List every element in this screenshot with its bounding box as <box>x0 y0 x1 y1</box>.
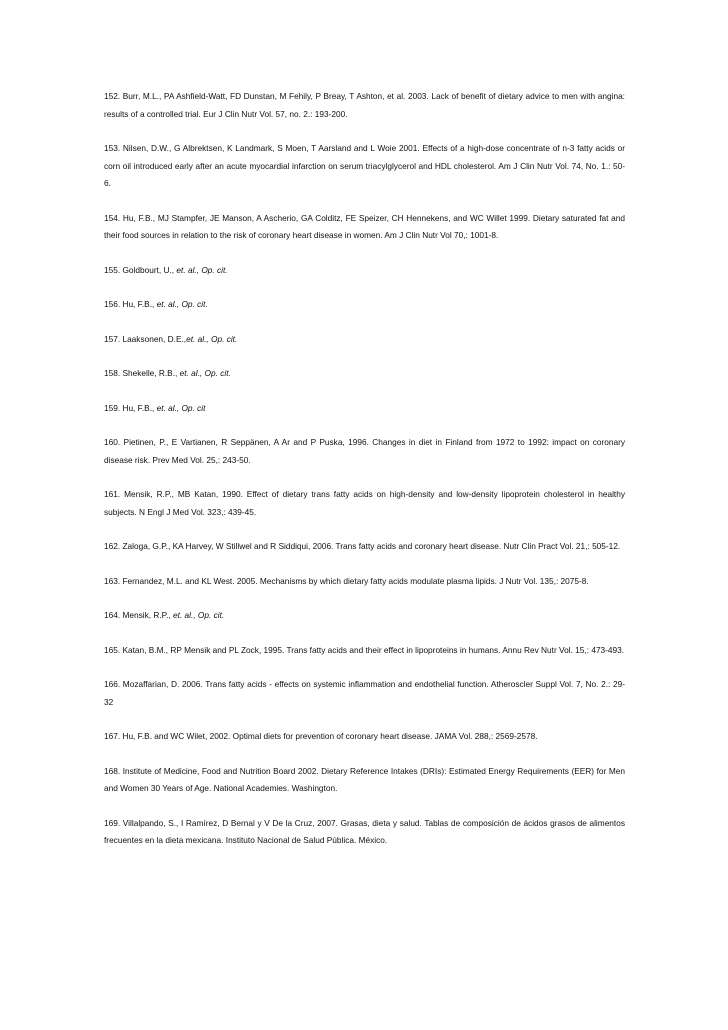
reference-item-168: 168. Institute of Medicine, Food and Nutrition Board 2002. Dietary Reference Intakes (DRIs): Estimated Energy Requirements (EER) for Men and Women 30 Years of Age. National Academies. Washington. <box>104 765 625 793</box>
reference-item-158: 158. Shekelle, R.B., et. al., Op. cit. <box>104 368 231 378</box>
reference-item-164: 164. Mensik, R.P., et. al., Op. cit. <box>104 610 225 620</box>
reference-item-162: 162. Zaloga, G.P., KA Harvey, W Stillwel and R Siddiqui, 2006. Trans fatty acids and coronary heart disease. Nutr Clin Pract Vol. 21,: 505-12. <box>104 541 621 551</box>
reference-item-163: 163. Fernandez, M.L. and KL West. 2005. Mechanisms by which dietary fatty acids modulate plasma lipids. J Nutr Vol. 135,: 2075-8. <box>104 575 589 586</box>
reference-item-159: 159. Hu, F.B., et. al., Op. cit <box>104 402 206 413</box>
reference-item-154: 154. Hu, F.B., MJ Stampfer, JE Manson, A Ascherio, GA Colditz, FE Speizer, CH Hennekens, and WC Willet 1999. Dietary saturated fat and their food sources in relation to the risk of coronary heart disease in women. Am J Clin Nutr Vol 70,: 1001-8. <box>104 212 625 240</box>
reference-item-152: 152. Burr, M.L., PA Ashfield-Watt, FD Dunstan, M Fehily, P Breay, T Ashton, et al. 2003. Lack of benefit of dietary advice to men with angina: results of a controlled trial. Eur J Clin Nutr Vol. 57, no. 2.: 193-200. <box>104 91 625 119</box>
reference-list <box>104 88 625 867</box>
reference-item-169: 169. Villalpando, S., I Ramírez, D Bernal y V De la Cruz, 2007. Grasas, dieta y salud. Tablas de composición de ácidos grasos de alimentos frecuentes en la dieta mexicana. Instituto Nacional de Salud Pública. México. <box>104 817 625 845</box>
reference-item-165: 165. Katan, B.M., RP Mensik and PL Zock, 1995. Trans fatty acids and their effect in lipoproteins in humans. Annu Rev Nutr Vol. 15,: 473-493. <box>104 644 625 655</box>
reference-item-155: 155. Goldbourt, U., et. al., Op. cit. <box>104 264 228 275</box>
reference-item-160: 160. Pietinen, P., E Vartianen, R Seppänen, A Ar and P Puska, 1996. Changes in diet in Finland from 1972 to 1992: impact on coronary disease risk. Prev Med Vol. 25,: 243-50. <box>104 437 625 465</box>
reference-item-156: 156. Hu, F.B., et. al., Op. cit. <box>104 299 208 309</box>
reference-item-161: 161. Mensik, R.P., MB Katan, 1990. Effect of dietary trans fatty acids on high-density and low-density lipoprotein cholesterol in healthy subjects. N Engl J Med Vol. 323,: 439-45. <box>104 489 625 517</box>
reference-item-157: 157. Laaksonen, D.E.,et. al., Op. cit. <box>104 333 238 344</box>
reference-item-167: 167. Hu, F.B. and WC Wilet, 2002. Optimal diets for prevention of coronary heart disease. JAMA Vol. 288,: 2569-2578. <box>104 731 538 741</box>
reference-item-166: 166. Mozaffarian, D. 2006. Trans fatty acids - effects on systemic inflammation and endothelial function. Atheroscler Suppl Vol. 7, No. 2.: 29-32 <box>104 679 625 707</box>
reference-item-153: 153. Nilsen, D.W., G Albrektsen, K Landmark, S Moen, T Aarsland and L Woie 2001. Effects of a high-dose concentrate of n-3 fatty acids or corn oil introduced early after an acute myocardial infarction on serum triacylglycerol and HDL cholesterol. Am J Clin Nutr Vol. 74, No. 1.: 50-6. <box>104 143 625 188</box>
